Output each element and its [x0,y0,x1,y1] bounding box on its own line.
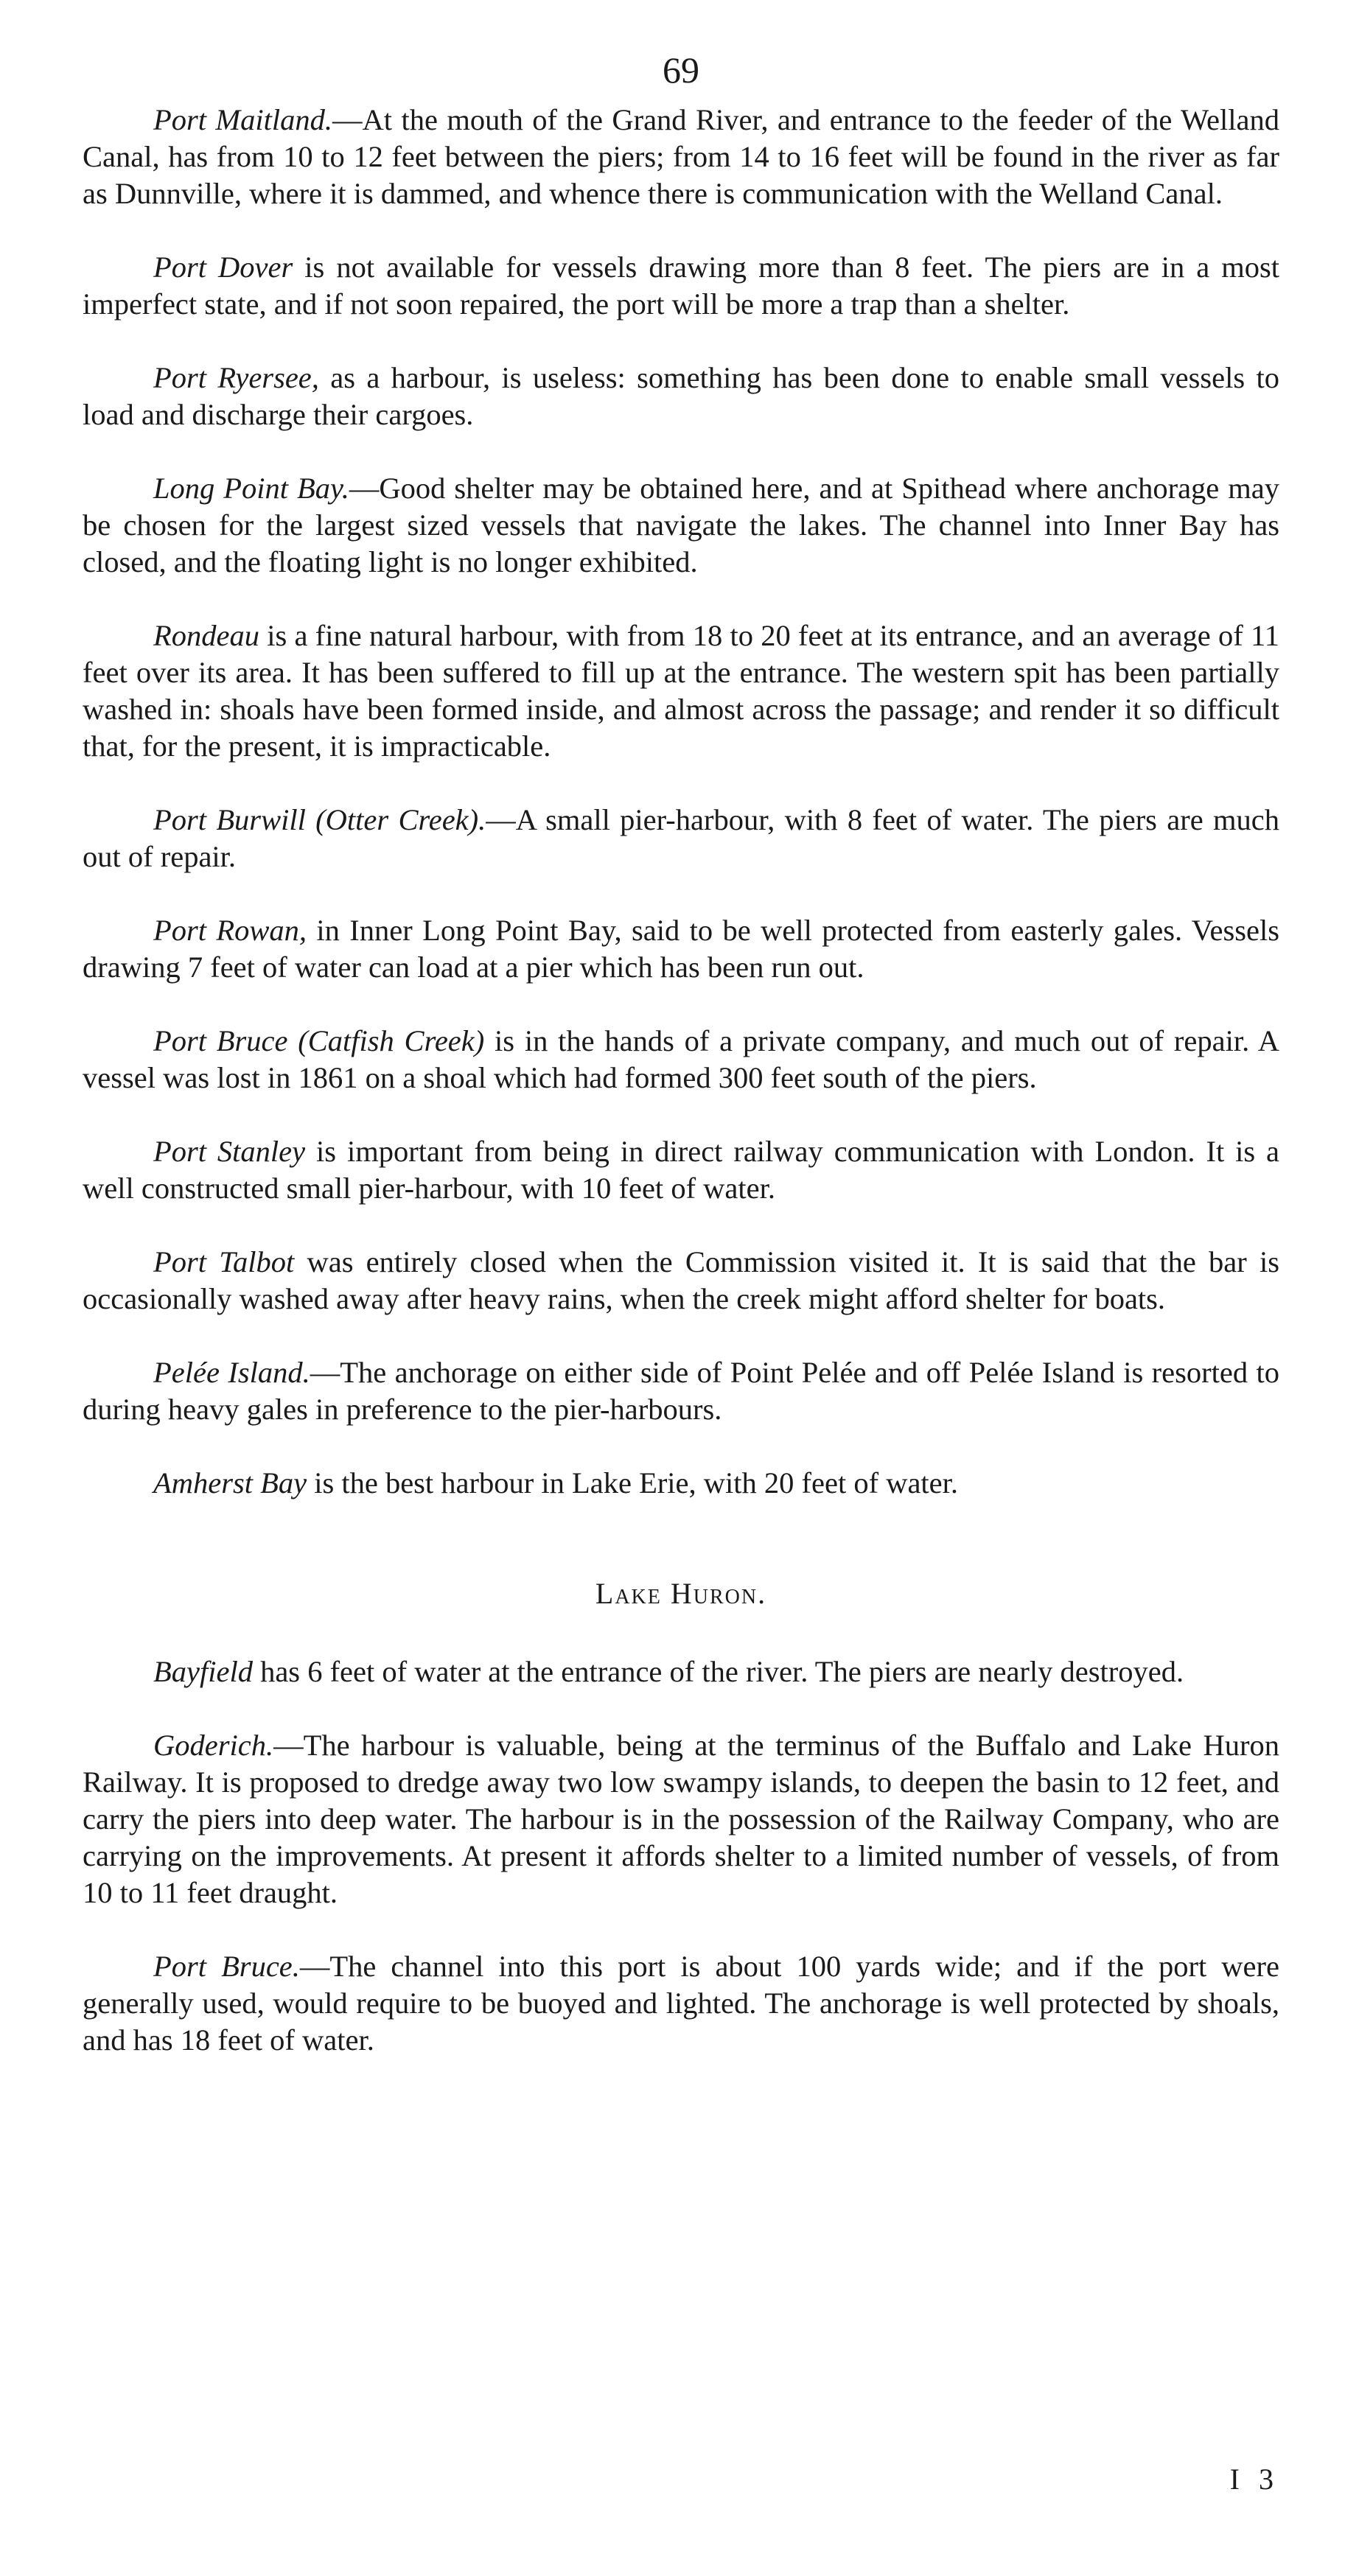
entry-text: has 6 feet of water at the entrance of the river. The piers are nearly destroyed. [252,1655,1184,1688]
entry-port-dover [83,249,1279,323]
entry-text: is the best harbour in Lake Erie, with 20 feet of water. [307,1466,959,1499]
entry-text: is a fine natural harbour, with from 18 to 20 feet at its entrance, and an average of 11 feet over its area. It has been suffered to fill up at the entrance. The western spit has been partially washed in: shoals have been formed inside, and almost across the passage; and render it so difficult that, for the present, it is impracticable. [83,619,1279,763]
entry-name: Port Bruce (Catfish Creek) [153,1024,485,1057]
entry-text: —At the mouth of the Grand River, and entrance to the feeder of the Welland Canal, has from 10 to 12 feet between the piers; from 14 to 16 feet will be found in the river as far as Dunnville, where it is dammed, and whence there is communication with the Welland Canal. [83,103,1279,210]
entry-name: Goderich. [153,1729,274,1762]
entry-name: Port Talbot [153,1245,295,1278]
entry-name: Pelée Island. [153,1356,310,1389]
lake-huron-entries [83,1653,1279,2059]
entry-port-burwill [83,802,1279,875]
entry-text: —The harbour is valuable, being at the terminus of the Buffalo and Lake Huron Railway. It is proposed to dredge away two low swampy islands, to deepen the basin to 12 feet, and carry the piers into deep water. The harbour is in the possession of the Railway Company, who are carrying on the improvements. At present it affords shelter to a limited number of vessels, of from 10 to 11 feet draught. [83,1729,1279,1909]
entry-name: Port Ryersee, [153,361,319,394]
lake-erie-entries [83,102,1279,1502]
entry-text: as a harbour, is useless: something has been done to enable small vessels to load and discharge their cargoes. [83,361,1279,431]
entry-port-talbot [83,1244,1279,1317]
entry-name: Port Maitland. [153,103,333,136]
entry-text: —The channel into this port is about 100 yards wide; and if the port were generally used, would require to be buoyed and lighted. The anchorage is well protected by shoals, and has 18 feet of water. [83,1950,1279,2057]
entry-amherst-bay [83,1465,1279,1502]
entry-name: Port Burwill (Otter Creek). [153,803,486,836]
entry-name: Port Stanley [153,1135,306,1168]
entry-name: Rondeau [153,619,259,652]
entry-port-maitland [83,102,1279,212]
entry-rondeau [83,617,1279,765]
entry-name: Port Rowan, [153,914,307,947]
entry-name: Amherst Bay [153,1466,307,1499]
document-page [83,44,1279,2096]
entry-goderich [83,1727,1279,1911]
entry-port-ryersee [83,360,1279,433]
entry-port-bruce [83,1948,1279,2059]
entry-port-rowan [83,912,1279,986]
entry-text: —A small pier-harbour, with 8 feet of water. The piers are much out of repair. [83,803,1279,873]
signature-mark: I 3 [1229,2463,1279,2496]
entry-port-bruce-catfish [83,1023,1279,1096]
entry-pelee-island [83,1354,1279,1428]
entry-text: —Good shelter may be obtained here, and at Spithead where anchorage may be chosen for the largest sized vessels that navigate the lakes. The channel into Inner Bay has closed, and the floating light is no longer exhibited. [83,472,1279,578]
entry-port-stanley [83,1133,1279,1207]
entry-text: is not available for vessels drawing more than 8 feet. The piers are in a most imperfect state, and if not soon repaired, the port will be more a trap than a shelter. [83,251,1279,321]
section-heading: Lake Huron. [595,1577,767,1610]
entry-text: is important from being in direct railway communication with London. It is a well constructed small pier-harbour, with 10 feet of water. [83,1135,1279,1205]
entry-text: —The anchorage on either side of Point Pelée and off Pelée Island is resorted to during heavy gales in preference to the pier-harbours. [83,1356,1279,1426]
entry-bayfield [83,1653,1279,1690]
page-number: 69 [663,49,699,91]
entry-text: was entirely closed when the Commission visited it. It is said that the bar is occasionally washed away after heavy rains, when the creek might afford shelter for boats. [83,1245,1279,1315]
entry-long-point-bay [83,470,1279,581]
entry-text: is in the hands of a private company, and much out of repair. A vessel was lost in 1861 on a shoal which had formed 300 feet south of the piers. [83,1024,1279,1094]
entry-text: in Inner Long Point Bay, said to be well protected from easterly gales. Vessels drawing 7 feet of water can load at a pier which has been run out. [83,914,1279,984]
entry-name: Port Dover [153,251,293,284]
entry-name: Long Point Bay. [153,472,349,505]
entry-name: Port Bruce. [153,1950,300,1983]
entry-name: Bayfield [153,1655,253,1688]
